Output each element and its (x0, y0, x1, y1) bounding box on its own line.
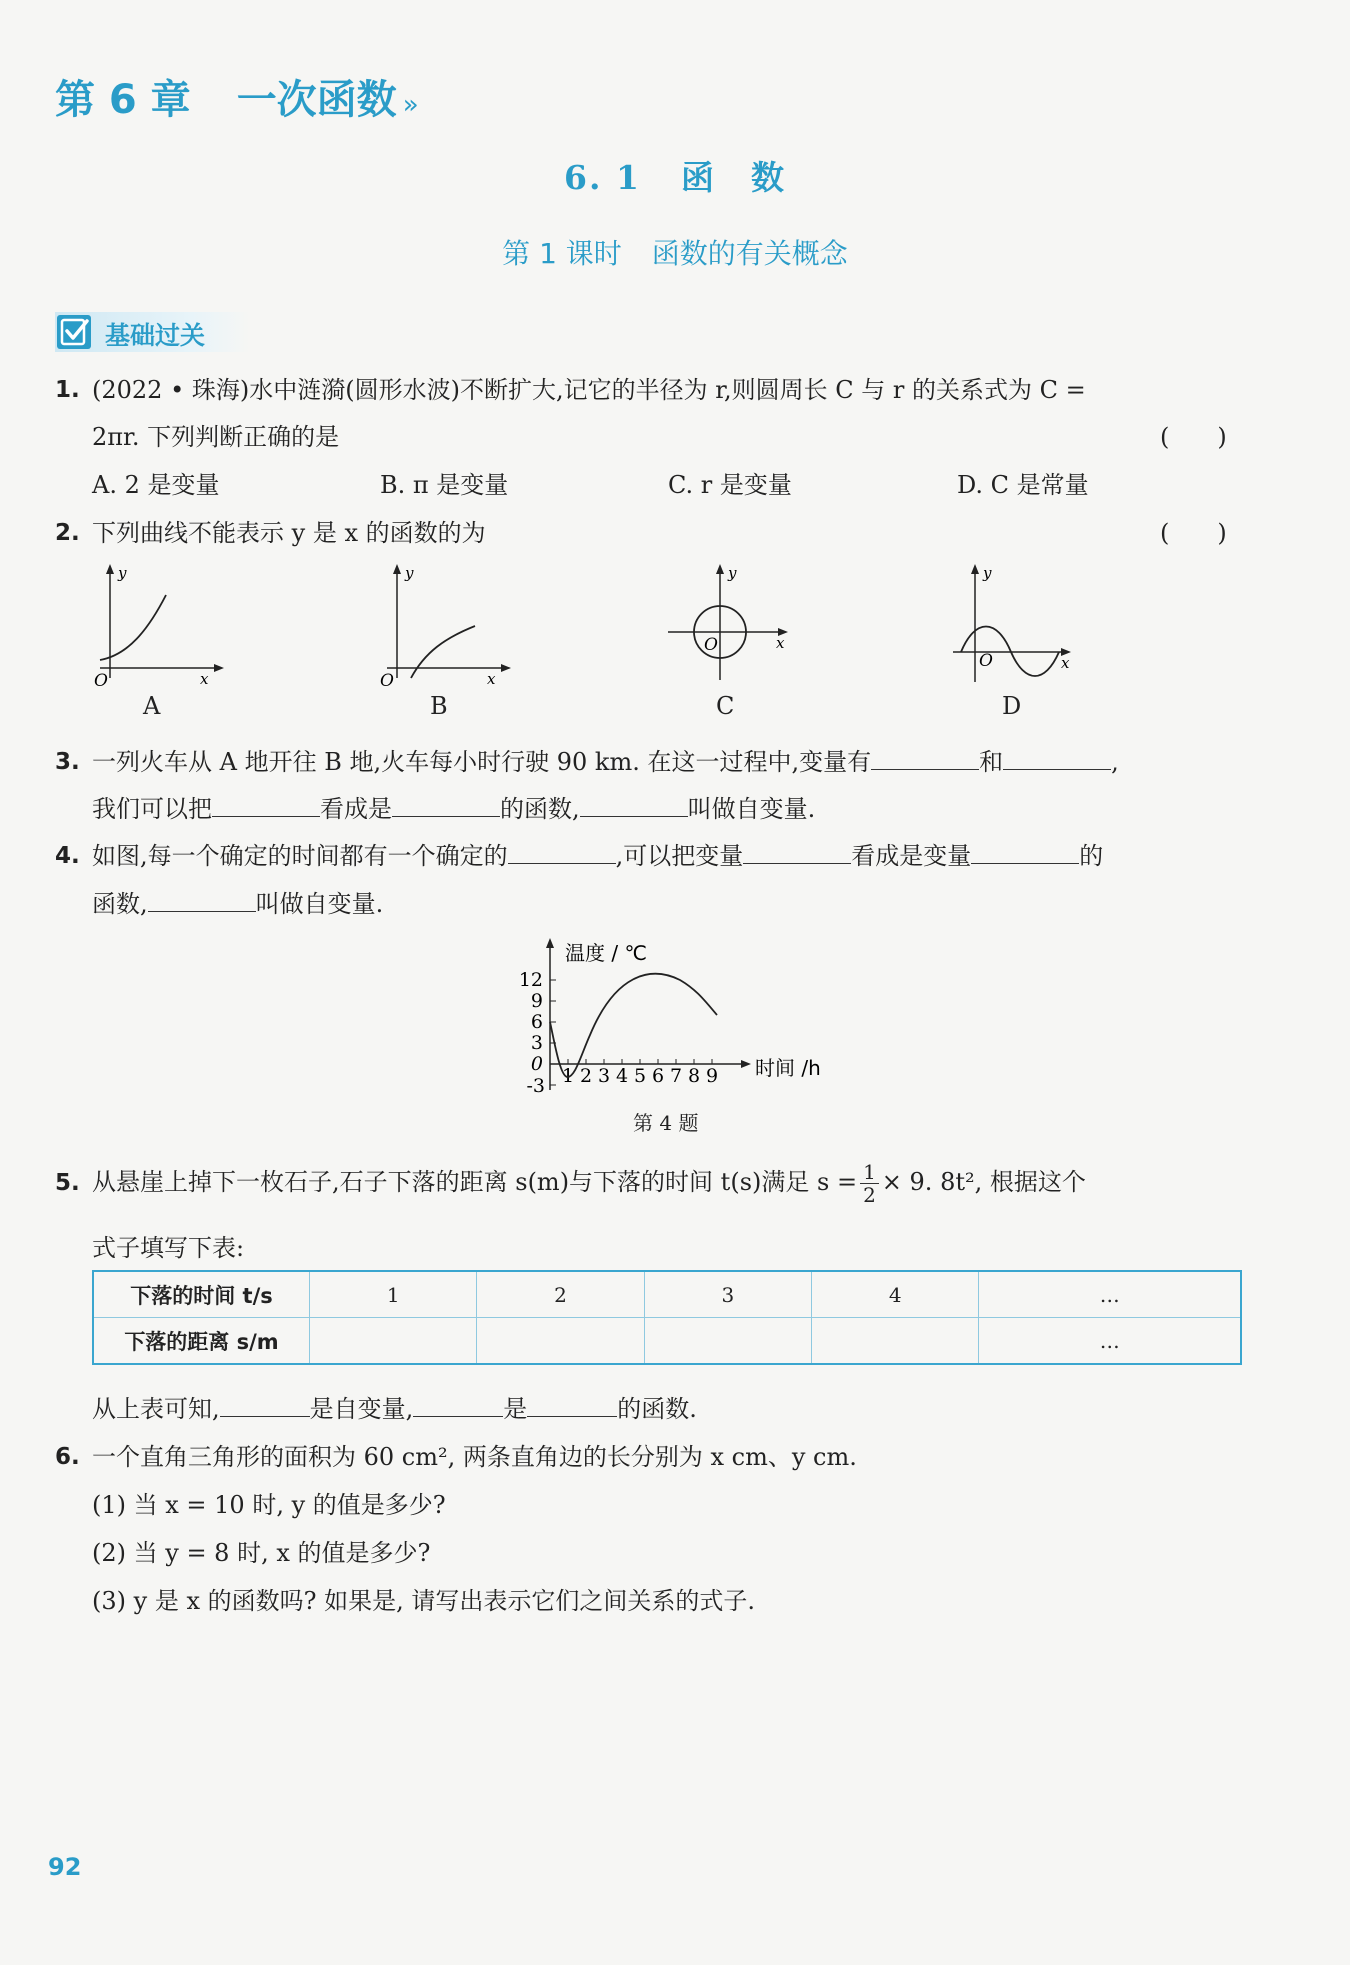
y-axis-title: 温度 / ℃ (565, 941, 647, 965)
fill-blank[interactable] (871, 747, 979, 770)
sub-question: (2) 当 y = 8 时, x 的值是多少? (92, 1539, 431, 1567)
table-cell: 3 (644, 1271, 811, 1318)
x-axis-title: 时间 /h (755, 1056, 821, 1080)
page-number: 92 (48, 1853, 82, 1881)
text-segment: 是 (503, 1395, 528, 1423)
option-c[interactable]: C. r 是变量 (668, 471, 792, 499)
table-cell: 4 (812, 1271, 979, 1318)
section-name: 函 数 (680, 158, 786, 197)
question-text: (2022 • 珠海)水中涟漪(圆形水波)不断扩大,记它的半径为 r,则圆周长 C 与 r 的关系式为 C = (92, 376, 1086, 404)
x-tick-label: 9 (705, 1065, 719, 1087)
y-tick-label: 6 (530, 1011, 543, 1033)
question-text (92, 793, 815, 825)
fill-blank[interactable] (508, 841, 616, 864)
x-axis-label: x (487, 670, 496, 688)
x-tick-label: 7 (669, 1065, 683, 1087)
section-banner (55, 312, 250, 352)
table-cell: … (979, 1271, 1241, 1318)
lesson-name: 函数的有关概念 (651, 237, 848, 270)
fill-blank[interactable] (1003, 747, 1111, 770)
graph-a (88, 560, 228, 690)
temperature-graph (505, 935, 835, 1095)
answer-parentheses[interactable]: ( ) (1160, 519, 1227, 547)
data-table (92, 1270, 1242, 1365)
question-text (92, 1393, 697, 1425)
origin-label: O (704, 635, 718, 655)
graph-label: A (143, 692, 161, 720)
fill-blank[interactable] (743, 841, 851, 864)
text-segment: 是自变量, (309, 1395, 414, 1423)
row-header: 下落的距离 s/m (93, 1318, 310, 1365)
table-cell: 1 (310, 1271, 477, 1318)
graph-label: D (1002, 692, 1022, 720)
option-b[interactable]: B. π 是变量 (380, 471, 509, 499)
fill-blank[interactable] (413, 1394, 503, 1417)
table-row (93, 1318, 1241, 1365)
y-axis-label: y (405, 564, 414, 582)
x-tick-label: 6 (651, 1065, 665, 1087)
y-axis-label: y (728, 564, 737, 582)
answer-cell[interactable] (477, 1318, 644, 1365)
fill-blank[interactable] (580, 794, 688, 817)
x-tick-label: 3 (597, 1065, 611, 1087)
fill-blank[interactable] (148, 889, 256, 912)
sub-question: (3) y 是 x 的函数吗? 如果是, 请写出表示它们之间关系的式子. (92, 1587, 755, 1615)
question-number: 4. (55, 843, 80, 869)
fraction-denominator: 2 (863, 1183, 876, 1207)
question-text: 下列曲线不能表示 y 是 x 的函数的为 (92, 519, 486, 547)
origin-label: 0 (530, 1053, 543, 1075)
lesson-number: 第 1 课时 (502, 237, 622, 270)
graph-label: B (430, 692, 448, 720)
x-axis-label: x (776, 634, 785, 652)
section-number: 6. 1 (564, 158, 641, 197)
chapter-name: 一次函数 (236, 77, 397, 123)
fraction-numerator: 1 (860, 1161, 879, 1184)
y-tick-label: -3 (526, 1075, 545, 1095)
text-segment: 的函数. (617, 1395, 697, 1423)
text-segment: 和 (979, 748, 1004, 776)
question-text (92, 888, 383, 920)
figure-caption: 第 4 题 (633, 1111, 699, 1135)
graph-c (660, 560, 800, 690)
text-segment: 从悬崖上掉下一枚石子,石子下落的距离 s(m)与下落的时间 t(s)满足 s = (92, 1168, 858, 1196)
answer-parentheses[interactable]: ( ) (1160, 423, 1227, 451)
table-cell: 2 (477, 1271, 644, 1318)
y-axis-label: y (983, 564, 992, 582)
x-axis-label: x (1061, 654, 1070, 672)
question-text (92, 746, 1119, 778)
y-tick-label: 9 (530, 990, 543, 1012)
y-axis-label: y (118, 564, 127, 582)
x-tick-label: 8 (687, 1065, 701, 1087)
x-tick-label: 5 (633, 1065, 647, 1087)
graph-d (945, 560, 1085, 690)
sub-question: (1) 当 x = 10 时, y 的值是多少? (92, 1491, 446, 1519)
origin-label: O (979, 651, 993, 671)
text-segment: 叫做自变量. (255, 890, 384, 918)
option-a[interactable]: A. 2 是变量 (92, 471, 220, 499)
option-d[interactable]: D. C 是常量 (957, 471, 1089, 499)
text-segment: 从上表可知, (92, 1395, 220, 1423)
chapter-number: 第 6 章 (55, 77, 191, 123)
double-chevron-icon: » (402, 90, 419, 120)
chapter-heading (55, 68, 419, 125)
y-tick-label: 12 (518, 969, 543, 991)
text-segment: 函数, (92, 890, 148, 918)
graph-label: C (716, 692, 735, 720)
question-number: 6. (55, 1444, 80, 1470)
text-segment: ,可以把变量 (615, 842, 744, 870)
question-text: 2πr. 下列判断正确的是 (92, 423, 340, 451)
fill-blank[interactable] (392, 794, 500, 817)
question-number: 3. (55, 749, 80, 775)
question-text: 一个直角三角形的面积为 60 cm², 两条直角边的长分别为 x cm、y cm. (92, 1443, 857, 1471)
checkbox-icon (57, 315, 91, 349)
question-number: 5. (55, 1170, 80, 1196)
text-segment: 叫做自变量. (687, 795, 816, 823)
origin-label: O (380, 671, 394, 690)
x-tick-label: 1 (561, 1065, 575, 1087)
fill-blank[interactable] (220, 1394, 310, 1417)
x-tick-label: 4 (615, 1065, 629, 1087)
fill-blank[interactable] (212, 794, 320, 817)
question-number: 1. (55, 377, 80, 403)
text-segment: 看成是变量 (851, 842, 972, 870)
fill-blank[interactable] (971, 841, 1079, 864)
x-tick-label: 2 (579, 1065, 593, 1087)
text-segment: 如图,每一个确定的时间都有一个确定的 (92, 842, 508, 870)
text-segment: 我们可以把 (92, 795, 212, 823)
question-text: 式子填写下表: (92, 1234, 245, 1262)
text-segment: , (1111, 748, 1119, 776)
question-text (92, 1158, 1086, 1206)
lesson-title (0, 232, 1350, 272)
text-segment: 的 (1079, 842, 1104, 870)
question-number: 2. (55, 520, 80, 546)
text-segment: 看成是 (320, 795, 392, 823)
section-title (0, 152, 1350, 199)
x-axis-label: x (200, 670, 209, 688)
text-segment: × 9. 8t², 根据这个 (881, 1168, 1086, 1196)
answer-cell[interactable] (310, 1318, 477, 1365)
fraction (860, 1161, 879, 1206)
origin-label: O (94, 671, 108, 690)
answer-cell[interactable] (644, 1318, 811, 1365)
text-segment: 一列火车从 A 地开往 B 地,火车每小时行驶 90 km. 在这一过程中,变量有 (92, 748, 872, 776)
table-row (93, 1271, 1241, 1318)
banner-label: 基础过关 (105, 321, 206, 350)
table-cell: … (979, 1318, 1241, 1365)
graph-b (375, 560, 515, 690)
row-header: 下落的时间 t/s (93, 1271, 310, 1318)
y-tick-label: 3 (530, 1032, 543, 1054)
fill-blank[interactable] (527, 1394, 617, 1417)
answer-cell[interactable] (812, 1318, 979, 1365)
question-text (92, 840, 1103, 872)
text-segment: 的函数, (500, 795, 580, 823)
